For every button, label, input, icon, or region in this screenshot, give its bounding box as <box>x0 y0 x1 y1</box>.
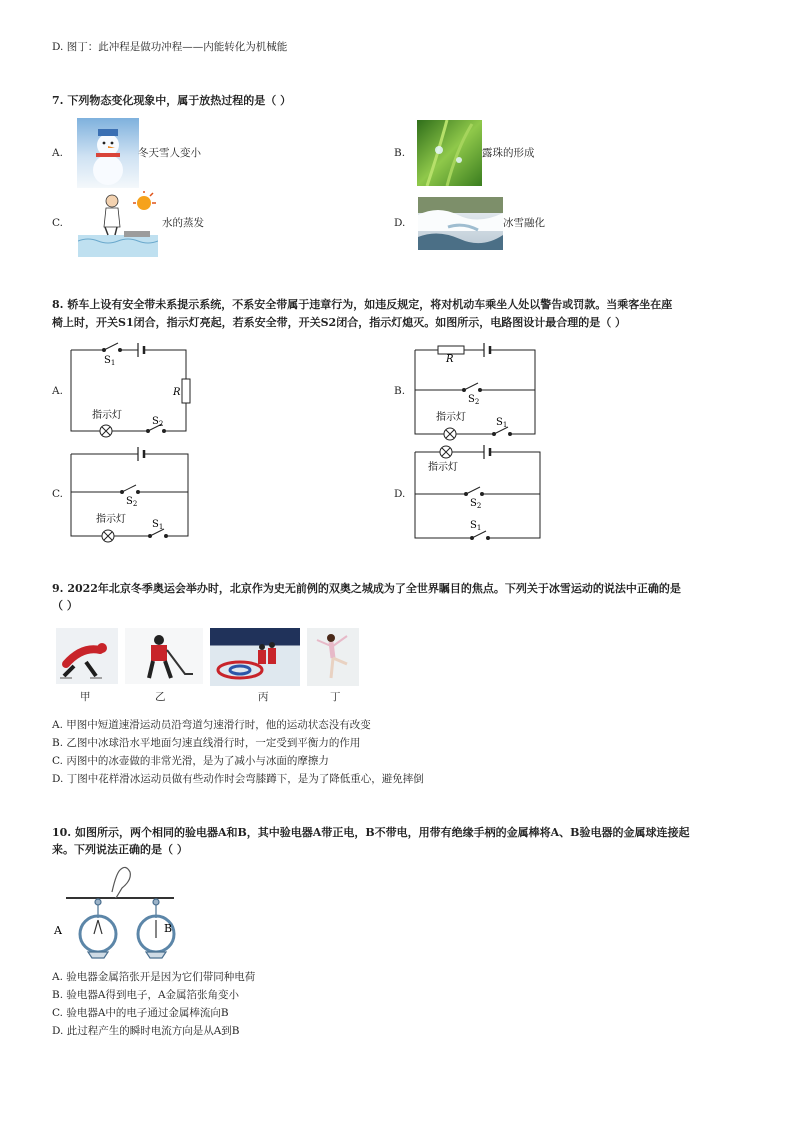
lamp-label: 指示灯 <box>436 412 466 423</box>
circuit-diagram-a <box>66 338 196 444</box>
q7-option-c-letter: C. <box>52 217 63 229</box>
q10-stem-line2: 来。下列说法正确的是（ ） <box>52 843 188 856</box>
q8-option-a-letter: A. <box>52 385 63 397</box>
ice-hockey-image <box>125 628 203 684</box>
s1-label: $S_1$ <box>152 519 164 531</box>
q7-option-a-text: 冬天雪人变小 <box>138 147 201 159</box>
q8-option-c-letter: C. <box>52 488 63 500</box>
lamp-label: 指示灯 <box>428 462 458 473</box>
caption-yi: 乙 <box>155 691 166 703</box>
electroscope-diagram <box>52 862 182 962</box>
lamp-label: 指示灯 <box>96 514 126 525</box>
q10-option-a: A. 验电器金属箔张开是因为它们带同种电荷 <box>52 971 256 983</box>
q7-option-d-text: 冰雪融化 <box>503 217 545 229</box>
water-evaporation-image <box>78 191 158 257</box>
s1-label: $S_1$ <box>104 355 116 367</box>
q9-option-a: A. 甲图中短道速滑运动员沿弯道匀速滑行时，他的运动状态没有改变 <box>52 719 371 731</box>
s2-label: $S_2$ <box>152 416 164 428</box>
caption-jia: 甲 <box>80 691 91 703</box>
q7-option-b-text: 露珠的形成 <box>482 147 535 159</box>
snowman-image <box>77 118 139 188</box>
figure-skating-image <box>307 628 359 686</box>
dew-drop-image <box>417 120 482 186</box>
s1-label: $S_1$ <box>496 417 508 429</box>
q9-option-c: C. 丙图中的冰壶做的非常光滑，是为了减小与冰面的摩擦力 <box>52 755 329 767</box>
q8-option-d-letter: D. <box>394 488 406 500</box>
curling-image <box>210 628 300 686</box>
q9-option-d: D. 丁图中花样滑冰运动员做有些动作时会弯膝蹲下，是为了降低重心，避免摔倒 <box>52 773 424 785</box>
s2-label: $S_2$ <box>126 496 138 508</box>
electroscope-a-label: A <box>54 924 62 937</box>
circuit-diagram-c <box>66 444 196 544</box>
lamp-label: 指示灯 <box>92 410 122 421</box>
electroscope-b-label: B <box>164 922 173 935</box>
q7-stem: 7. 下列物态变化现象中，属于放热过程的是（ ） <box>52 94 292 107</box>
q9-stem-line1: 9. 2022年北京冬季奥运会举办时，北京作为史无前例的双奥之城成为了全世界瞩目的焦点。下列关于冰雪运动的说法中正确的是 <box>52 582 681 595</box>
q7-option-a-letter: A. <box>52 147 63 159</box>
previous-question-option-d: D. 图丁：此冲程是做功冲程——内能转化为机械能 <box>52 41 288 53</box>
resistor-label: R <box>446 354 454 365</box>
q8-stem-line2: 椅上时，开关S1闭合，指示灯亮起，若系安全带，开关S2闭合，指示灯熄灭。如图所示，电路图设计最合理的是（ ） <box>52 316 627 329</box>
caption-bing: 丙 <box>258 691 269 703</box>
q9-stem-line2: （ ） <box>52 599 78 612</box>
q10-stem-line1: 10. 如图所示，两个相同的验电器A和B，其中验电器A带正电，B不带电，用带有绝缘手柄的金属棒将A、B验电器的金属球连接起 <box>52 826 690 839</box>
q10-option-b: B. 验电器A得到电子，A金属箔张角变小 <box>52 989 240 1001</box>
q10-option-c: C. 验电器A中的电子通过金属棒流向B <box>52 1007 229 1019</box>
q8-stem-line1: 8. 轿车上设有安全带未系提示系统，不系安全带属于违章行为，如违反规定，将对机动车乘坐人处以警告或罚款。当乘客坐在座 <box>52 298 673 311</box>
caption-ding: 丁 <box>330 691 341 703</box>
q7-option-c-text: 水的蒸发 <box>162 217 204 229</box>
s2-label: $S_2$ <box>470 498 482 510</box>
q9-option-b: B. 乙图中冰球沿水平地面匀速直线滑行时，一定受到平衡力的作用 <box>52 737 361 749</box>
q10-option-d: D. 此过程产生的瞬时电流方向是从A到B <box>52 1025 240 1037</box>
circuit-diagram-d <box>410 440 550 544</box>
resistor-label: R <box>173 387 181 398</box>
melting-snow-image <box>418 197 503 250</box>
circuit-diagram-b <box>410 338 540 444</box>
q7-option-b-letter: B. <box>394 147 406 159</box>
s1-label: $S_1$ <box>470 520 482 532</box>
q8-option-b-letter: B. <box>394 385 406 397</box>
s2-label: $S_2$ <box>468 394 480 406</box>
q7-option-d-letter: D. <box>394 217 406 229</box>
speed-skating-image <box>56 628 118 684</box>
